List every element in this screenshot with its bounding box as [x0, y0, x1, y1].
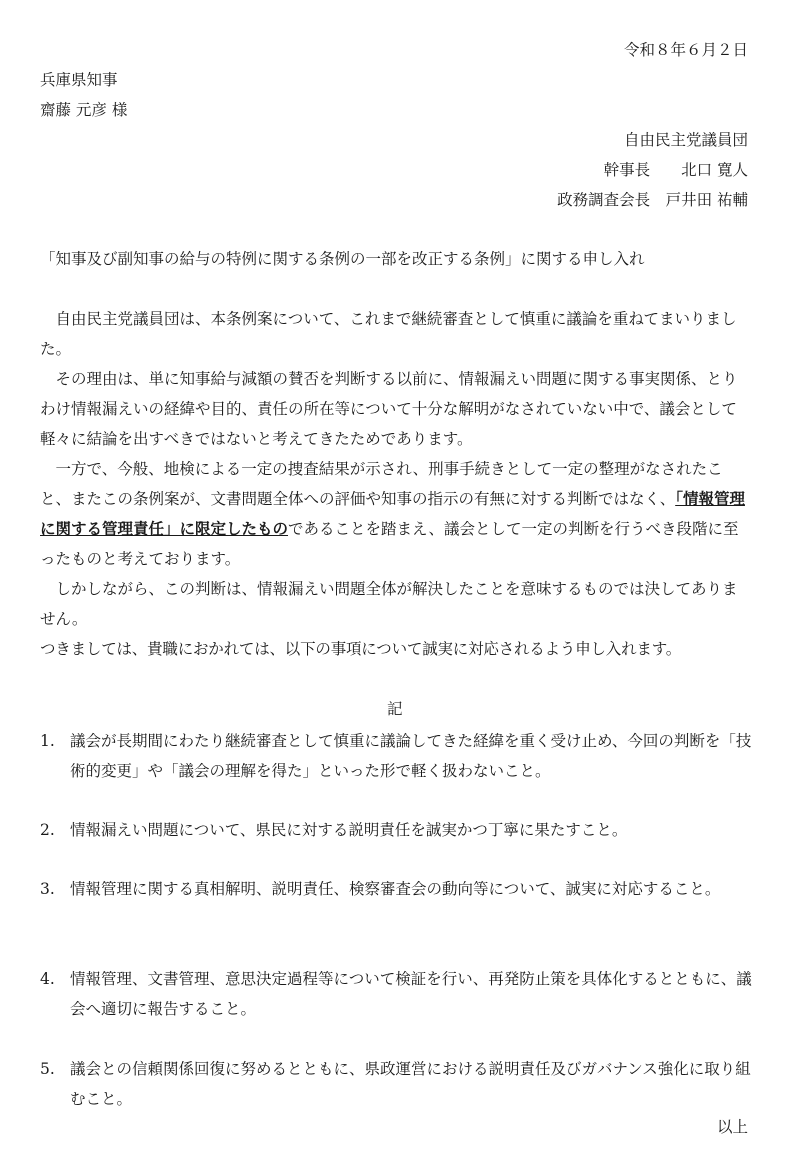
sender-org: 自由民主党議員団: [623, 131, 748, 149]
list-item-text: 議会との信頼関係回復に努めるとともに、県政運営における説明責任及びガバナンス強化に取り組むこと。: [70, 1060, 751, 1108]
list-item: [40, 815, 752, 845]
list-item-text: 情報管理に関する真相解明、説明責任、検察審査会の動向等について、誠実に対応すること。: [70, 880, 721, 898]
body-paragraph-3-end: であることを踏まえ、議会として一定の判断を行うべき段階に至ったものと考えております。: [40, 520, 739, 568]
list-item: [40, 726, 752, 786]
recipient-name: 齋藤 元彦 様: [40, 101, 128, 119]
list-item-number: 2.: [40, 821, 55, 839]
list-item-number: 4.: [40, 970, 55, 988]
sender-policy-chair: 政務調査会長 戸井田 祐輔: [557, 191, 748, 209]
sender-secretary-general: 幹事長 北口 寛人: [603, 161, 748, 179]
list-item-text: 情報管理、文書管理、意思決定過程等について検証を行い、再発防止策を具体化するとともに、議会へ適切に報告すること。: [70, 970, 752, 1018]
underlined-phrase: 「情報管理に関する管理責任」に限定したもの: [40, 489, 745, 538]
document-subject: 「知事及び副知事の給与の特例に関する条例の一部を改正する条例」に関する申し入れ: [40, 250, 645, 268]
closing-text: 以上: [716, 1118, 748, 1136]
body-paragraph-1: 自由民主党議員団は、本条例案について、これまで継続審査として慎重に議論を重ねてまいりました。: [40, 310, 737, 358]
ki-heading: 記: [387, 700, 403, 718]
list-item: [40, 874, 752, 904]
list-item-text: 議会が長期間にわたり継続審査として慎重に議論してきた経緯を重く受け止め、今回の判断を「技術的変更」や「議会の理解を得た」といった形で軽く扱わないこと。: [70, 732, 752, 780]
list-item-text: 情報漏えい問題について、県民に対する説明責任を誠実かつ丁寧に果たすこと。: [70, 821, 628, 839]
list-item-number: 3.: [40, 880, 55, 898]
body-paragraph-4: しかしながら、この判断は、情報漏えい問題全体が解決したことを意味するものでは決してありません。: [40, 580, 738, 628]
body-paragraph-2: その理由は、単に知事給与減額の賛否を判断する以前に、情報漏えい問題に関する事実関係、とりわけ情報漏えいの経緯や目的、責任の所在等について十分な解明がなされていない中で、議会として軽々に結論を出すべきではないと考えてきたためであります。: [40, 370, 738, 448]
list-item-number: 5.: [40, 1060, 55, 1078]
body-paragraph-5: つきましては、貴職におかれては、以下の事項について誠実に対応されるよう申し入れます。: [40, 640, 682, 658]
list-item: [40, 1054, 752, 1114]
recipient-title: 兵庫県知事: [40, 71, 118, 89]
body-paragraph-3-start: 一方で、今般、地検による一定の捜査結果が示され、刑事手続きとして一定の整理がなされたこと、またこの条例案が、文書問題全体への評価や知事の指示の有無に対する判断ではなく、: [40, 460, 723, 508]
list-item-number: 1.: [40, 732, 55, 750]
document-date: 令和８年６月２日: [623, 41, 748, 59]
body-paragraph-3: [40, 454, 752, 574]
list-item: [40, 964, 752, 1024]
body-text: [40, 304, 752, 664]
